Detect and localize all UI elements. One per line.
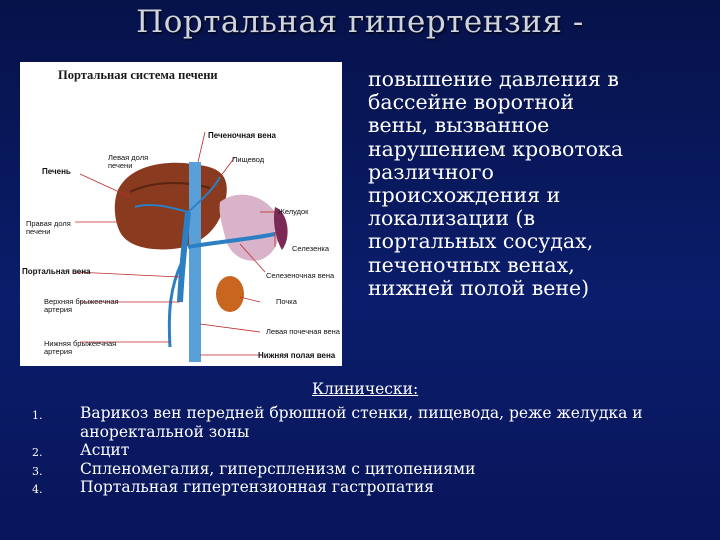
- label-splenic-vein: Селезеночная вена: [266, 271, 335, 280]
- list-text: Варикоз вен передней брюшной стенки, пищевода, реже желудка и аноректальной зоны: [80, 404, 643, 441]
- list-number: 4.: [32, 483, 43, 496]
- kidney-shape: [216, 276, 244, 312]
- list-number: 2.: [32, 446, 43, 459]
- label-right-lobe: Правая доля печени: [26, 219, 71, 236]
- list-item: [18, 478, 698, 497]
- label-esophagus: Пищевод: [232, 155, 265, 164]
- label-spleen: Селезенка: [292, 244, 330, 253]
- label-liver: Печень: [42, 167, 71, 176]
- label-ivc: Нижняя полая вена: [258, 351, 336, 360]
- list-item: [18, 404, 698, 441]
- list-text: Портальная гипертензионная гастропатия: [80, 478, 434, 496]
- label-left-renal-vein: Левая почечная вена: [266, 327, 340, 336]
- label-portal-vein: Портальная вена: [22, 267, 91, 276]
- list-number: 1.: [32, 409, 43, 422]
- list-number: 3.: [32, 464, 43, 478]
- definition-text: повышение давления в бассейне воротной вены, вызванное нарушением кровотока различного происхождения и локализации (в портальных сосудах, печеночных венах, нижней полой вене): [368, 67, 624, 300]
- label-stomach: Желудок: [278, 207, 309, 216]
- liver-shape: [115, 163, 227, 250]
- label-kidney: Почка: [276, 297, 297, 306]
- figure-title: Портальная система печени: [58, 68, 218, 82]
- list-item: [18, 460, 698, 479]
- label-sup-mesenteric: Верхняя брыжеечная артерия: [44, 297, 119, 314]
- list-text: Асцит: [80, 441, 130, 459]
- label-inf-mesenteric: Нижняя брыжеечная артерия: [44, 339, 117, 356]
- portal-system-figure: [20, 62, 342, 366]
- clinical-list: [18, 404, 698, 497]
- clinical-heading: Клинически:: [312, 380, 419, 398]
- label-left-lobe: Левая доля печени: [108, 153, 149, 170]
- slide-title: Портальная гипертензия -: [136, 4, 584, 40]
- list-text: Спленомегалия, гиперспленизм с цитопениями: [80, 459, 476, 478]
- label-hepatic-vein: Печеночная вена: [208, 131, 276, 140]
- list-item: [18, 441, 698, 460]
- stomach-shape: [220, 195, 280, 261]
